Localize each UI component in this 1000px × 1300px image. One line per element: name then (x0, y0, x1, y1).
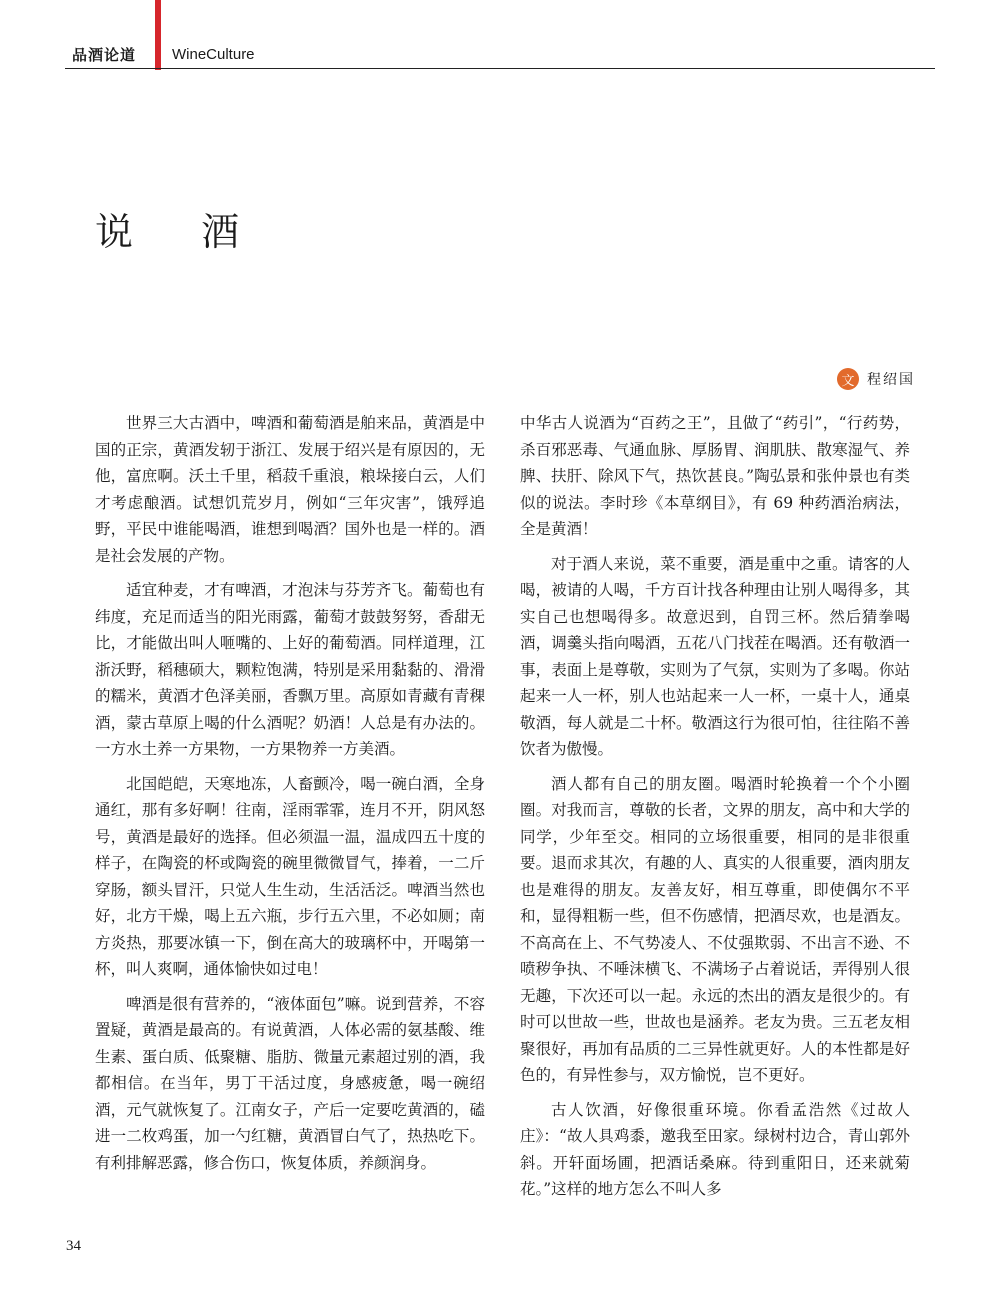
section-english-title: WineCulture (172, 46, 255, 63)
paragraph: 古人饮酒，好像很重环境。你看孟浩然《过故人庄》：“故人具鸡黍，邀我至田家。绿树村边合，青山郭外斜。开轩面场圃，把酒话桑麻。待到重阳日，还来就菊花。”这样的地方怎么不叫人多 (520, 1100, 910, 1198)
author-byline (837, 368, 915, 390)
right-column (520, 410, 910, 1211)
header-accent-bar (155, 0, 161, 70)
author-badge: 文 (837, 368, 859, 390)
section-title: 品酒论道 (72, 46, 137, 64)
article-title: 说 酒 (95, 210, 268, 255)
left-column (95, 410, 485, 1184)
paragraph: 啤酒是很有营养的，“液体面包”嘛。说到营养，不容置疑，黄酒是最高的。有说黄酒，人体必需的氨基酸、维生素、蛋白质、低聚糖、脂肪、微量元素超过别的酒，我都相信。在当年，男丁干活过度，身感疲惫，喝一碗绍酒，元气就恢复了。江南女子，产后一定要吃黄酒的，磕进一二枚鸡蛋，加一勺红糖，黄酒冒白气了，热热吃下。有利排解恶露，修合伤口，恢复体质，养颜润身。 (95, 994, 485, 1172)
author-name: 程绍国 (867, 372, 915, 388)
paragraph-continuation: 中华古人说酒为“百药之王”，且做了“药引”，“行药势，杀百邪恶毒、气通血脉、厚肠胃、润肌肤、散寒湿气、养脾、扶肝、除风下气，热饮甚良。”陶弘景和张仲景也有类似的说法。李时珍《本草纲目》，有 69 种药酒治病法，全是黄酒！ (520, 414, 910, 538)
paragraph: 世界三大古酒中，啤酒和葡萄酒是舶来品，黄酒是中国的正宗，黄酒发轫于浙江、发展于绍兴是有原因的，无他，富庶啊。沃土千里，稻菽千重浪，粮垛接白云，人们才考虑酿酒。试想饥荒岁月，例如“三年灾害”，饿殍追野，平民中谁能喝酒，谁想到喝酒？国外也是一样的。酒是社会发展的产物。 (95, 414, 485, 565)
page-number: 34 (66, 1238, 81, 1254)
paragraph: 适宜种麦，才有啤酒，才泡沫与芬芳齐飞。葡萄也有纬度，充足而适当的阳光雨露，葡萄才鼓鼓努努，香甜无比，才能做出叫人咂嘴的、上好的葡萄酒。同样道理，江浙沃野，稻穗硕大，颗粒饱满，特别是采用黏黏的、滑滑的糯米，黄酒才色泽美丽，香飘万里。高原如青藏有青稞酒，蒙古草原上喝的什么酒呢？奶酒！人总是有办法的。一方水土养一方果物，一方果物养一方美酒。 (95, 581, 485, 758)
header-rule (65, 68, 935, 69)
paragraph: 北国皑皑，天寒地冻，人畜颤冷，喝一碗白酒，全身通红，那有多好啊！往南，淫雨霏霏，连月不开，阴风怒号，黄酒是最好的选择。但必须温一温，温成四五十度的样子，在陶瓷的杯或陶瓷的碗里微微冒气，捧着，一二斤穿肠，额头冒汗，只觉人生生动，生活活泛。啤酒当然也好，北方干燥，喝上五六瓶，步行五六里，不必如厕；南方炎热，那要冰镇一下，倒在高大的玻璃杯中，开喝第一杯，叫人爽啊，通体愉快如过电！ (95, 774, 485, 978)
paragraph: 酒人都有自己的朋友圈。喝酒时轮换着一个个小圈圈。对我而言，尊敬的长者，文界的朋友，高中和大学的同学，少年至交。相同的立场很重要，相同的是非很重要。退而求其次，有趣的人、真实的人很重要，酒肉朋友也是难得的朋友。友善友好，相互尊重，即使偶尔不平和，显得粗粝一些，但不伤感情，把酒尽欢，也是酒友。不高高在上、不气势凌人、不仗强欺弱、不出言不逊、不喷秽争执、不唾沫横飞、不满场子占着说话，弄得别人很无趣，下次还可以一起。永远的杰出的酒友是很少的。有时可以世故一些，世故也是涵养。老友为贵。三五老友相聚很好，再加有品质的二三异性就更好。人的本性都是好色的，有异性参与，双方愉悦，岂不更好。 (520, 774, 910, 1084)
paragraph: 对于酒人来说，菜不重要，酒是重中之重。请客的人喝，被请的人喝，千方百计找各种理由让别人喝得多，其实自己也想喝得多。故意迟到，自罚三杯。然后猜拳喝酒，调羹头指向喝酒，五花八门找茬在喝酒。还有敬酒一事，表面上是尊敬，实则为了气氛，实则为了多喝。你站起来一人一杯，别人也站起来一人一杯，一桌十人，通桌敬酒，每人就是二十杯。敬酒这行为很可怕，往往陷不善饮者为傲慢。 (520, 554, 910, 758)
